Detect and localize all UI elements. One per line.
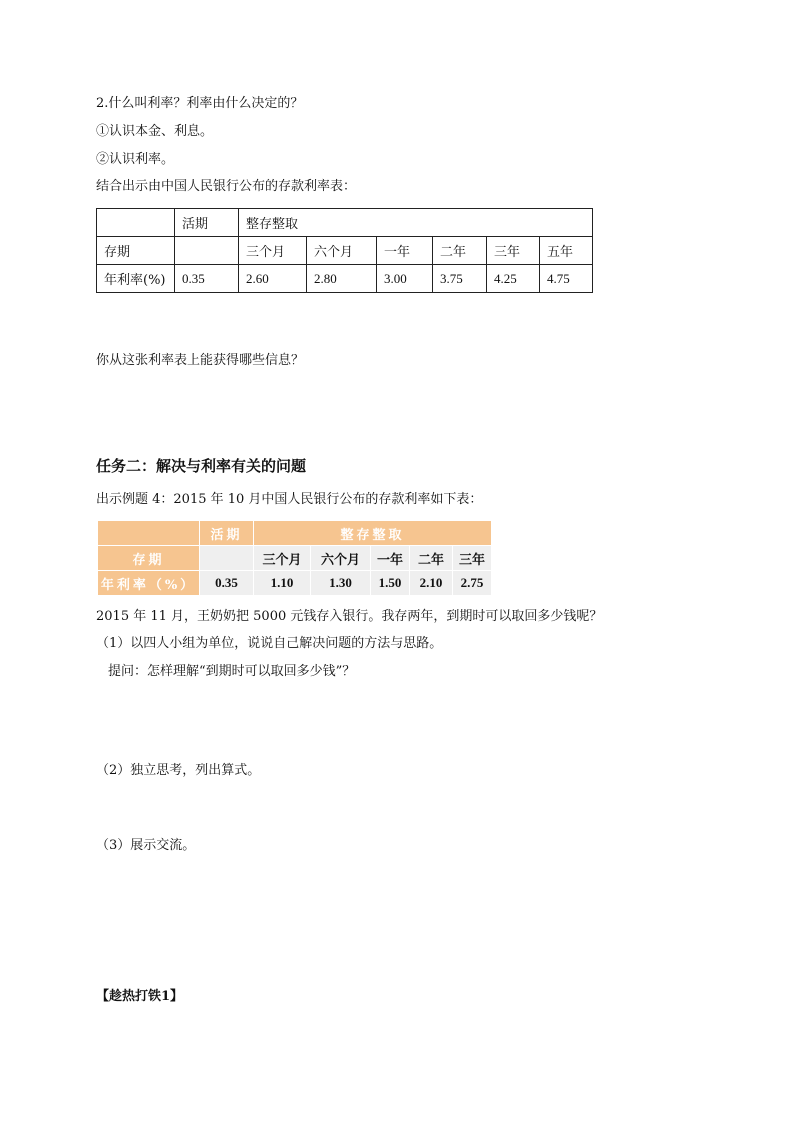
table-intro: 结合出示由中国人民银行公布的存款利率表： (96, 179, 357, 194)
table-label-term: 存期 (98, 546, 199, 570)
step-1: （1）以四人小组为单位，说说自己解决问题的方法与思路。 (96, 636, 443, 651)
table-term: 三年 (487, 237, 540, 265)
table-term: 三个月 (254, 546, 310, 570)
item-interest-rate: ②认识利率。 (96, 152, 175, 167)
table-term: 六个月 (307, 237, 377, 265)
table-term: 五年 (540, 237, 593, 265)
table-header-current: 活期 (200, 521, 253, 545)
table-row (98, 546, 491, 570)
table-label-term: 存期 (97, 237, 175, 265)
table-rate: 4.25 (487, 265, 540, 293)
item-principal-interest: ①认识本金、利息。 (96, 124, 214, 139)
table-header-current: 活期 (175, 209, 239, 237)
table-term: 三个月 (239, 237, 307, 265)
question-interest-rate: 2.什么叫利率？利率由什么决定的？ (96, 96, 304, 111)
table-cell-empty (200, 546, 253, 570)
table-row (97, 265, 593, 293)
task2-title: 任务二：解决与利率有关的问题 (96, 457, 307, 475)
table-rate: 2.75 (453, 571, 491, 595)
table-header-fixed: 整存整取 (239, 209, 593, 237)
table-cell-empty (97, 209, 175, 237)
table-label-rate: 年利率(%) (97, 265, 175, 293)
practice-label: 【趁热打铁1】 (96, 989, 184, 1004)
table-row (98, 521, 491, 545)
table-rate: 4.75 (540, 265, 593, 293)
problem-statement: 2015 年 11 月，王奶奶把 5000 元钱存入银行。我存两年，到期时可以取回多少钱呢？ (96, 609, 603, 624)
table-rate: 2.10 (410, 571, 452, 595)
table-rate: 0.35 (200, 571, 253, 595)
table-term: 三年 (453, 546, 491, 570)
step-3: （3）展示交流。 (96, 838, 196, 853)
interest-rate-table-1 (96, 208, 593, 293)
table-header-fixed: 整存整取 (254, 521, 491, 545)
table-rate: 1.30 (311, 571, 370, 595)
table-rate: 1.50 (371, 571, 409, 595)
table-row (98, 571, 491, 595)
table-term: 一年 (371, 546, 409, 570)
table-rate: 3.00 (377, 265, 433, 293)
step-2: （2）独立思考，列出算式。 (96, 763, 261, 778)
table-term: 二年 (433, 237, 487, 265)
table-rate: 1.10 (254, 571, 310, 595)
table-cell-empty (98, 521, 199, 545)
example-intro: 出示例题 4：2015 年 10 月中国人民银行公布的存款利率如下表： (96, 492, 483, 507)
table-row (97, 209, 593, 237)
table-term: 一年 (377, 237, 433, 265)
table-label-rate: 年利率（%） (98, 571, 199, 595)
table-row (97, 237, 593, 265)
table-term: 二年 (410, 546, 452, 570)
table-rate: 2.80 (307, 265, 377, 293)
table-term: 六个月 (311, 546, 370, 570)
question-info: 你从这张利率表上能获得哪些信息？ (96, 353, 305, 368)
table-rate: 3.75 (433, 265, 487, 293)
hint-question: 提问：怎样理解“到期时可以取回多少钱”？ (108, 664, 356, 679)
table-rate: 0.35 (175, 265, 239, 293)
table-cell-empty (175, 237, 239, 265)
table-rate: 2.60 (239, 265, 307, 293)
interest-rate-table-2 (97, 520, 492, 596)
